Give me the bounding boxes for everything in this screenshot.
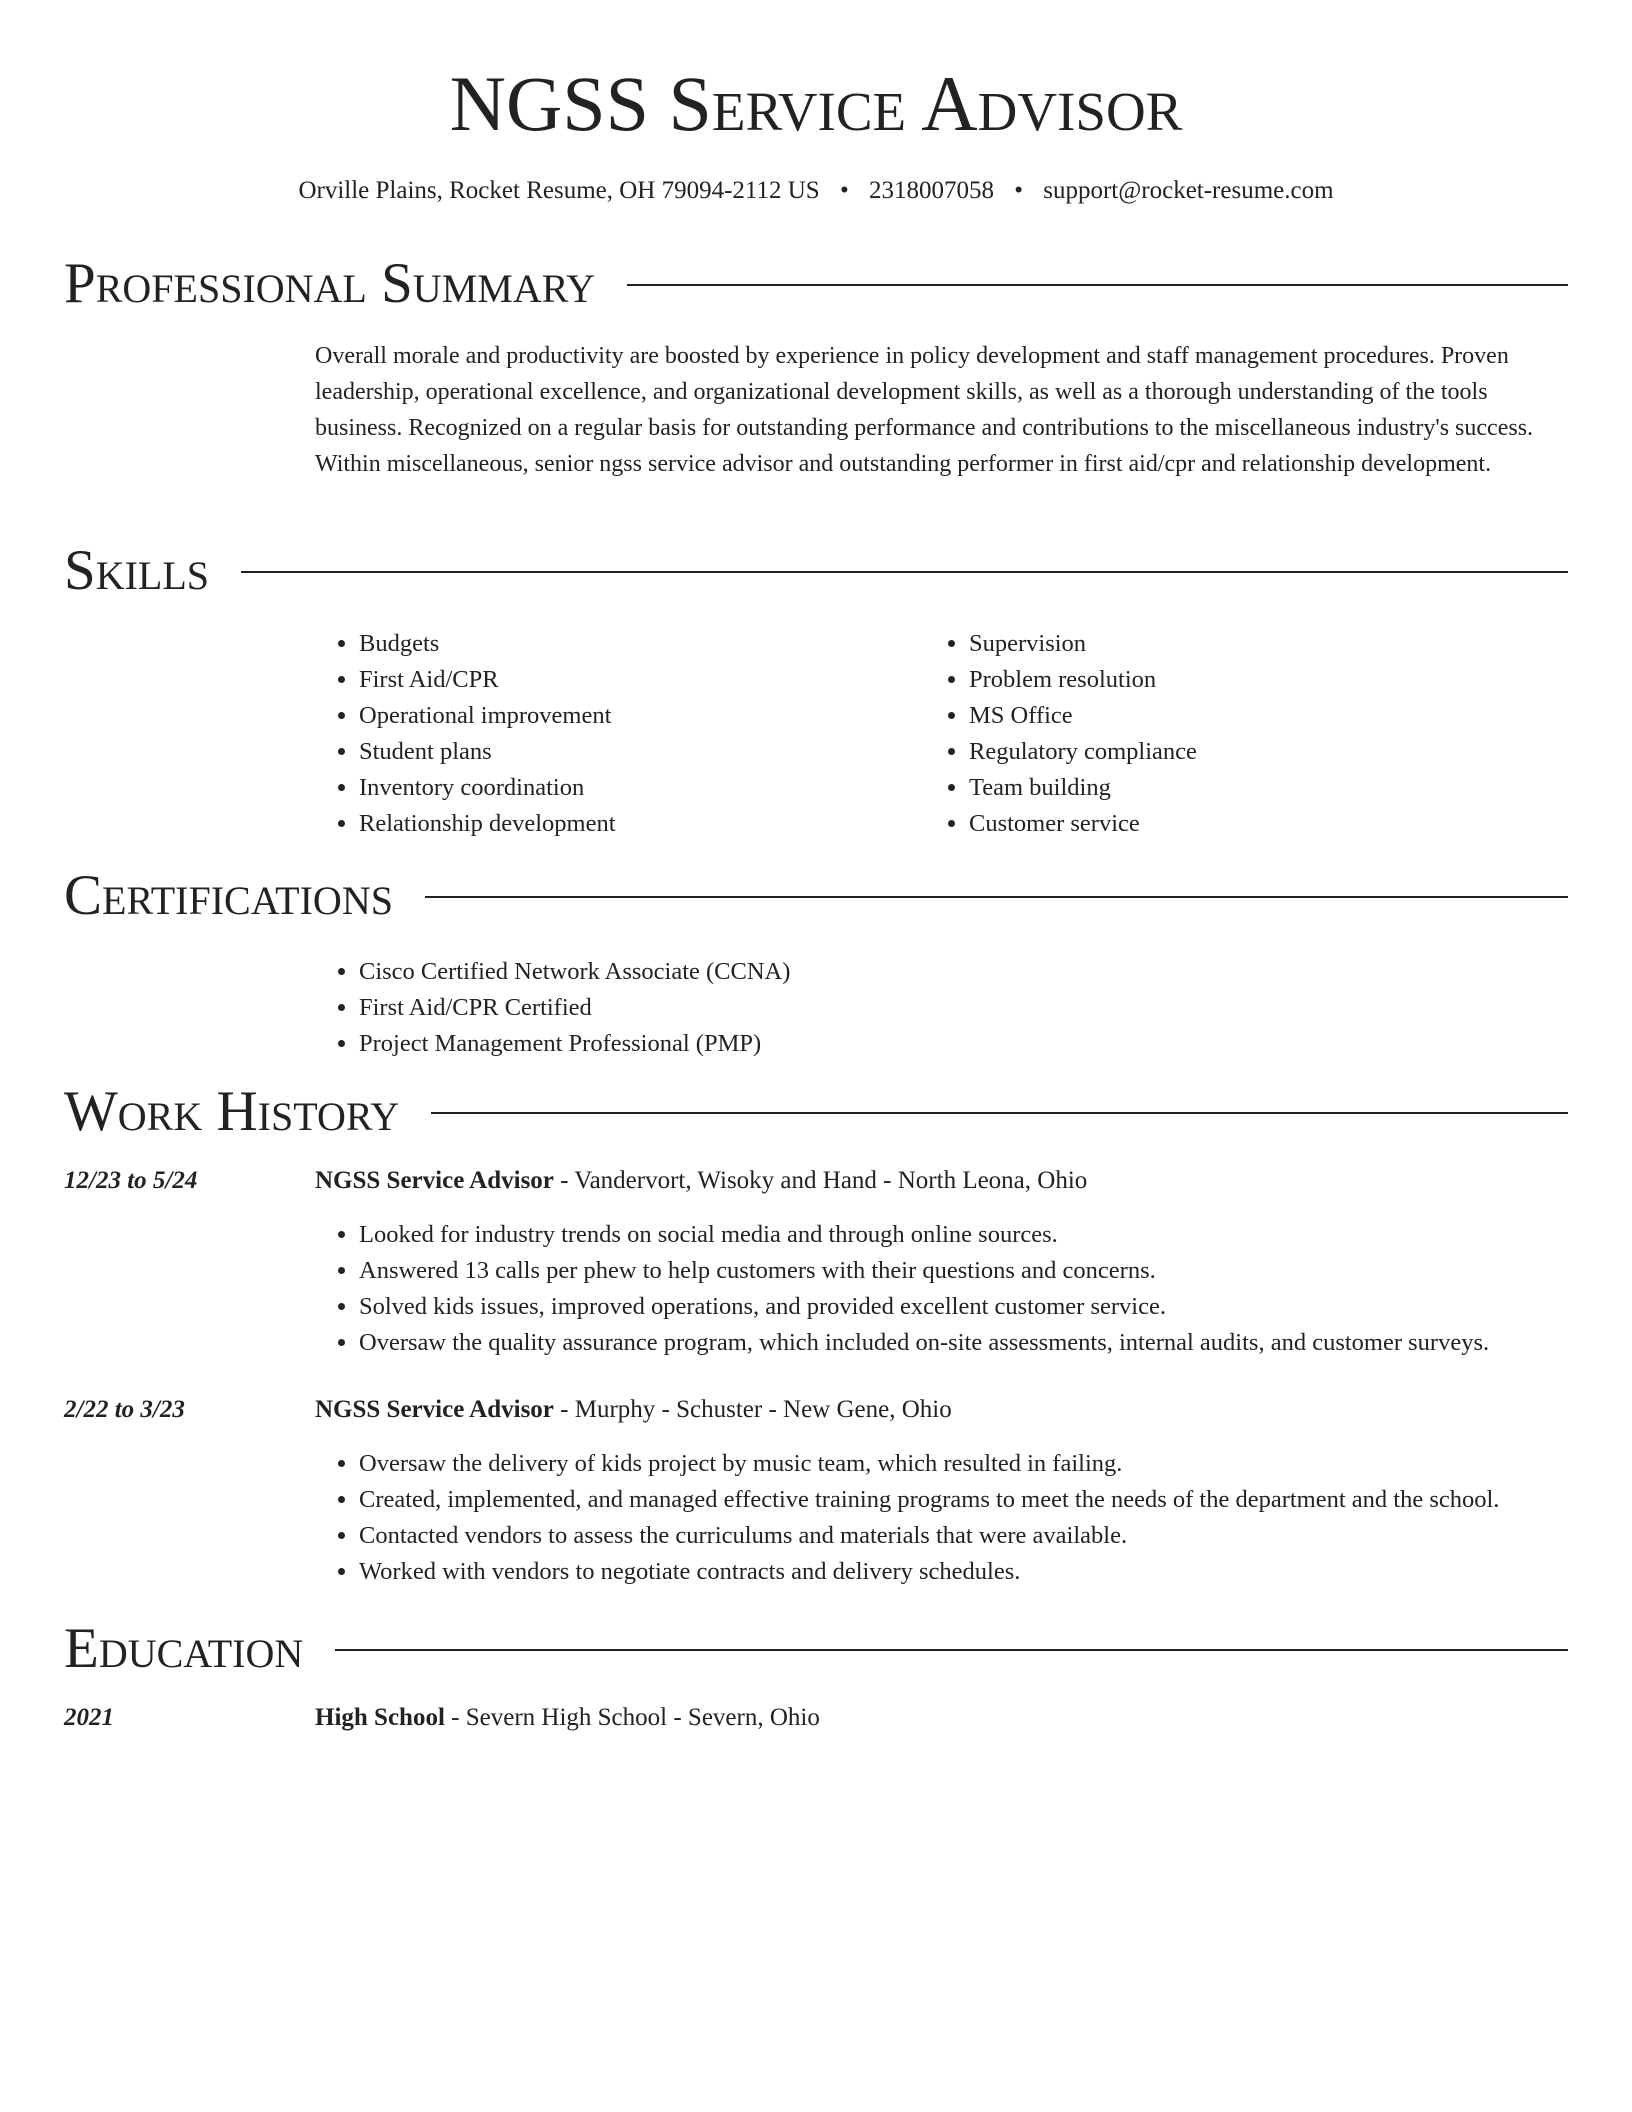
job-dates: 12/23 to 5/24 — [64, 1167, 198, 1194]
skills-title: Skills — [64, 539, 210, 602]
separator-dot: • — [1014, 177, 1023, 204]
skill-item: • Student plans — [359, 734, 915, 770]
job-duties — [315, 1446, 1568, 1590]
education-school: - Severn High School - Severn, Ohio — [444, 1704, 820, 1731]
section-divider — [431, 1112, 1568, 1114]
duty-item: • Solved kids issues, improved operations, and provided excellent customer service. — [359, 1289, 1568, 1325]
skill-item: • Team building — [969, 770, 1525, 806]
section-divider — [627, 284, 1568, 286]
job-employer: - Murphy - Schuster - New Gene, Ohio — [553, 1396, 952, 1423]
skills-left-column — [315, 626, 915, 842]
skill-item: • Customer service — [969, 806, 1525, 842]
skills-section-heading — [64, 538, 1568, 604]
skill-item: • Regulatory compliance — [969, 734, 1525, 770]
education-line — [315, 1700, 1568, 1736]
duty-item: • Worked with vendors to negotiate contracts and delivery schedules. — [359, 1554, 1568, 1590]
duty-item: • Answered 13 calls per phew to help customers with their questions and concerns. — [359, 1253, 1568, 1289]
education-year: 2021 — [64, 1704, 114, 1731]
certifications-list — [315, 954, 1515, 1062]
certifications-section-heading — [64, 863, 1568, 929]
address: Orville Plains, Rocket Resume, OH 79094-2112 US — [298, 177, 820, 204]
skill-item: • Operational improvement — [359, 698, 915, 734]
candidate-name: NGSS Service Advisor — [449, 60, 1183, 147]
phone: 2318007058 — [868, 177, 994, 204]
work-history-title: Work History — [64, 1080, 400, 1143]
education-title: Education — [64, 1617, 304, 1680]
duty-item: • Created, implemented, and managed effective training programs to meet the needs of the department and the school. — [359, 1482, 1568, 1518]
section-divider — [335, 1649, 1568, 1651]
duty-item: • Contacted vendors to assess the curriculums and materials that were available. — [359, 1518, 1568, 1554]
email: support@rocket-resume.com — [1043, 177, 1334, 204]
certification-item: • Cisco Certified Network Associate (CCNA) — [359, 954, 1515, 990]
certification-item: • First Aid/CPR Certified — [359, 990, 1515, 1026]
section-divider — [241, 571, 1568, 573]
skill-item: • Budgets — [359, 626, 915, 662]
separator-dot: • — [839, 177, 849, 204]
education-section-heading — [64, 1616, 1568, 1682]
job-duties — [315, 1217, 1568, 1361]
job-dates: 2/22 to 3/23 — [64, 1396, 185, 1423]
skill-item: • First Aid/CPR — [359, 662, 915, 698]
skills-right-column — [925, 626, 1525, 842]
work-history-section-heading — [64, 1079, 1568, 1145]
job-title-line — [315, 1163, 1568, 1199]
certifications-title: Certifications — [64, 864, 393, 927]
education-degree: High School — [315, 1704, 445, 1731]
summary-title: Professional Summary — [64, 252, 596, 315]
summary-text: Overall morale and productivity are boosted by experience in policy development and staff management procedures. Proven leadership, operational excellence, and organizational development skills, as well as a thorough understanding of the tools business. Recognized on a regular basis for outstanding performance and contributions to the miscellaneous industry's success. Within miscellaneous, senior ngss service advisor and outstanding performer in first aid/cpr and relationship development. — [315, 343, 1534, 477]
job-role: NGSS Service Advisor — [315, 1396, 554, 1423]
duty-item: • Looked for industry trends on social media and through online sources. — [359, 1217, 1568, 1253]
duty-item: • Oversaw the quality assurance program, which included on-site assessments, internal audits, and customer surveys. — [359, 1325, 1568, 1361]
skill-item: • MS Office — [969, 698, 1525, 734]
certification-item: • Project Management Professional (PMP) — [359, 1026, 1515, 1062]
section-divider — [425, 896, 1568, 898]
contact-line — [64, 174, 1568, 208]
skill-item: • Supervision — [969, 626, 1525, 662]
duty-item: • Oversaw the delivery of kids project by music team, which resulted in failing. — [359, 1446, 1568, 1482]
job-title-line — [315, 1392, 1568, 1428]
skill-item: • Relationship development — [359, 806, 915, 842]
job-employer: - Vandervort, Wisoky and Hand - North Leona, Ohio — [553, 1167, 1088, 1194]
skill-item: • Problem resolution — [969, 662, 1525, 698]
skill-item: • Inventory coordination — [359, 770, 915, 806]
job-role: NGSS Service Advisor — [315, 1167, 554, 1194]
summary-section-heading — [64, 251, 1568, 317]
